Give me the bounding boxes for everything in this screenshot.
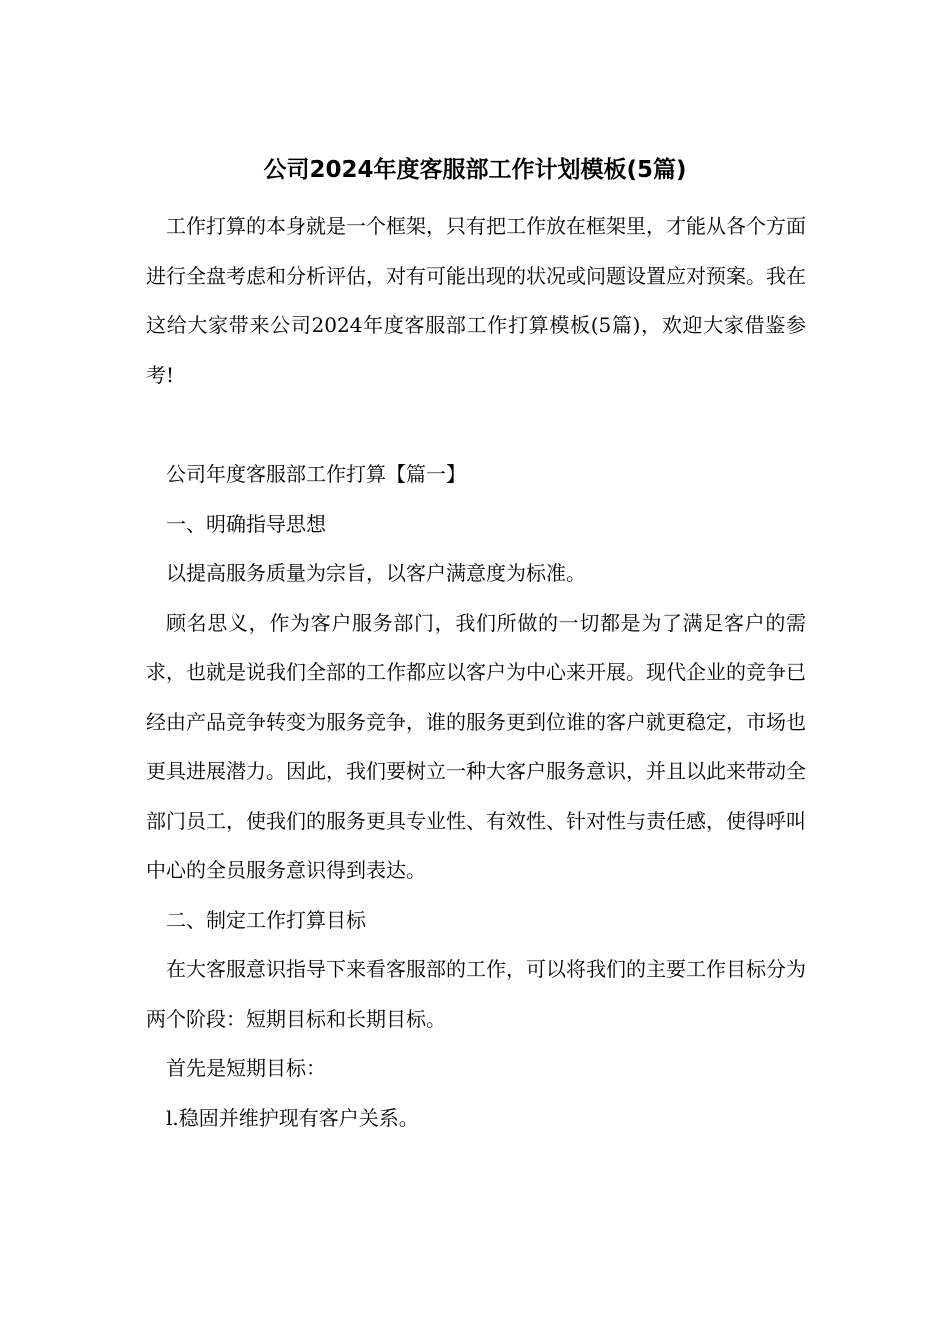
document-body xyxy=(146,202,806,1143)
document-title: 公司2024年度客服部工作计划模板(5篇) xyxy=(263,157,687,183)
paragraph: 以提高服务质量为宗旨，以客户满意度为标准。 xyxy=(166,561,586,585)
intro-paragraph: 工作打算的本身就是一个框架，只有把工作放在框架里，才能从各个方面进行全盘考虑和分析评估，对有可能出现的状况或问题设置应对预案。我在这给大家带来公司2024年度客服部工作打算模板(5篇)，欢迎大家借鉴参考! xyxy=(146,214,806,387)
paragraph: 在大客服意识指导下来看客服部的工作，可以将我们的主要工作目标分为两个阶段：短期目标和长期目标。 xyxy=(146,957,806,1031)
blank-line xyxy=(146,400,806,450)
section-heading: 公司年度客服部工作打算【篇一】 xyxy=(166,462,466,486)
heading-work-plan-goals: 二、制定工作打算目标 xyxy=(166,907,366,932)
paragraph: 首先是短期目标： xyxy=(166,1056,326,1080)
list-item: l.稳固并维护现有客户关系。 xyxy=(166,1105,419,1130)
paragraph: 顾名思义，作为客户服务部门，我们所做的一切都是为了满足客户的需求，也就是说我们全部的工作都应以客户为中心来开展。现代企业的竞争已经由产品竞争转变为服务竞争，谁的服务更到位谁的客户就更稳定，市场也更具进展潜力。因此，我们要树立一种大客户服务意识，并且以此来带动全部门员工，使我们的服务更具专业性、有效性、针对性与责任感，使得呼叫中心的全员服务意识得到表达。 xyxy=(146,610,806,882)
heading-guiding-ideology: 一、明确指导思想 xyxy=(166,511,326,536)
